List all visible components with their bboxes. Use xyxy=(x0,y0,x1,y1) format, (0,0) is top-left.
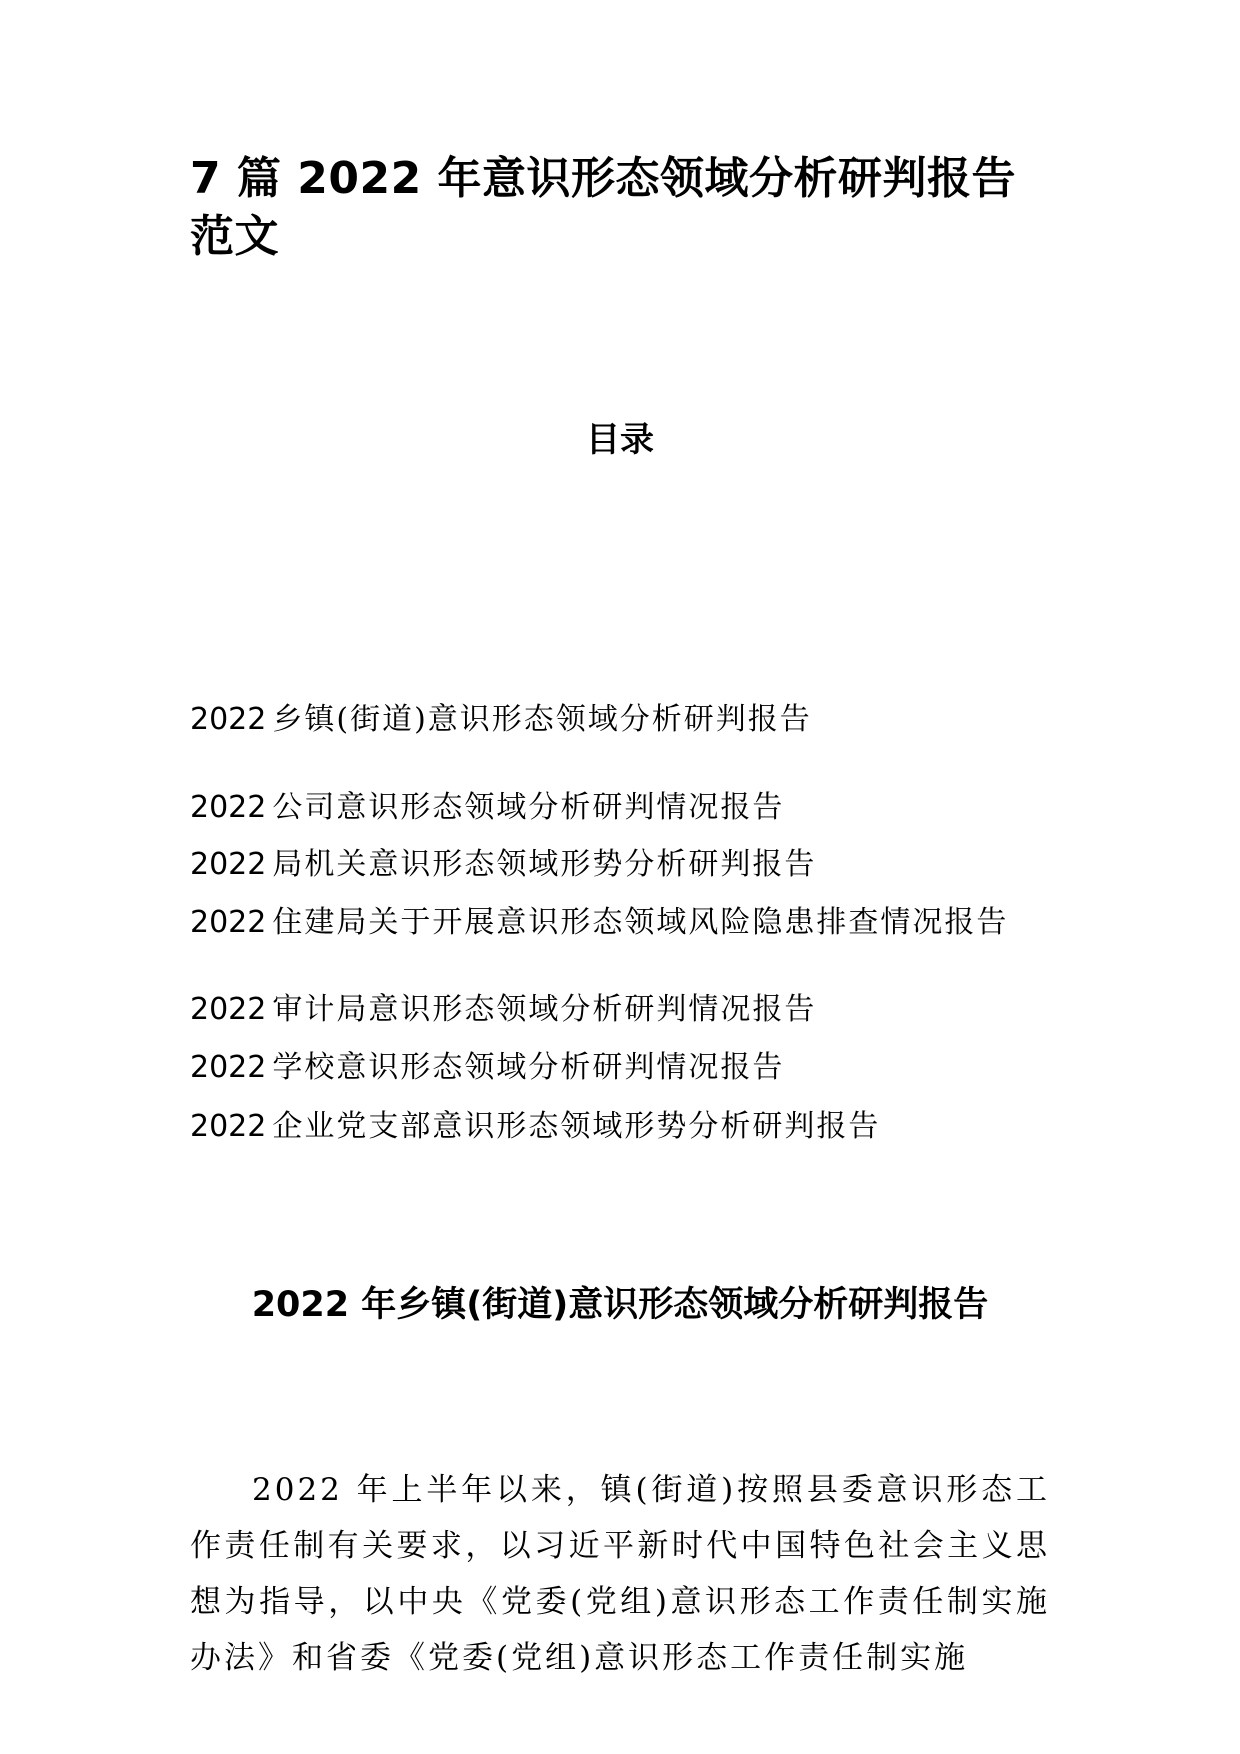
toc-item[interactable] xyxy=(190,990,816,1030)
toc-item-year: 2022 xyxy=(190,1050,267,1085)
toc-item-label: 乡镇(街道)意识形态领域分析研判报告 xyxy=(272,702,812,737)
toc-item-label: 审计局意识形态领域分析研判情况报告 xyxy=(272,992,817,1027)
toc-item-year: 2022 xyxy=(190,702,267,737)
toc-item-label: 公司意识形态领域分析研判情况报告 xyxy=(272,790,785,825)
document-title: 7 篇 2022 年意识形态领域分析研判报告范文 xyxy=(190,153,1017,262)
toc-item-label: 学校意识形态领域分析研判情况报告 xyxy=(272,1050,785,1085)
toc-item[interactable] xyxy=(190,1048,784,1088)
toc-item[interactable] xyxy=(190,788,784,828)
toc-item-label: 企业党支部意识形态领域形势分析研判报告 xyxy=(272,1109,881,1144)
toc-item[interactable] xyxy=(190,1107,880,1147)
toc-item-label: 住建局关于开展意识形态领域风险隐患排查情况报告 xyxy=(272,905,1009,940)
toc-item-year: 2022 xyxy=(190,905,267,940)
toc-item[interactable] xyxy=(190,700,812,740)
toc-item-year: 2022 xyxy=(190,992,267,1027)
toc-item-year: 2022 xyxy=(190,847,267,882)
toc-item[interactable] xyxy=(190,845,816,885)
toc-item-year: 2022 xyxy=(190,790,267,825)
toc-item-label: 局机关意识形态领域形势分析研判报告 xyxy=(272,847,817,882)
toc-item-year: 2022 xyxy=(190,1109,267,1144)
body-paragraph: 2022 年上半年以来，镇(街道)按照县委意识形态工作责任制有关要求，以习近平新时代中国特色社会主义思想为指导，以中央《党委(党组)意识形态工作责任制实施办法》和省委《党委(党组)意识形态工作责任制实施 xyxy=(190,1472,1050,1676)
toc-item[interactable] xyxy=(190,903,1008,943)
toc-heading: 目录 xyxy=(586,420,654,460)
section-title: 2022 年乡镇(街道)意识形态领域分析研判报告 xyxy=(251,1285,989,1325)
